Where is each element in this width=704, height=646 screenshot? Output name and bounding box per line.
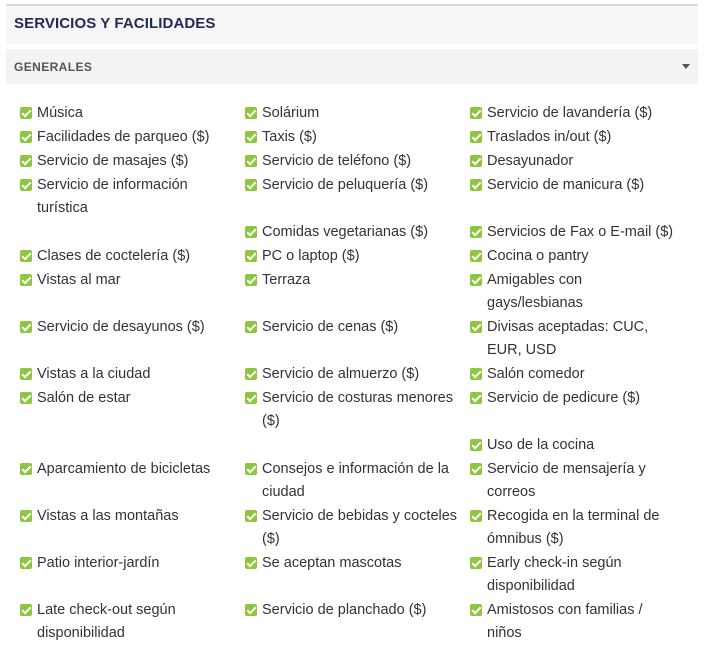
amenity-label: Terraza (262, 272, 311, 288)
amenity-label: Servicio de cenas ($) (262, 319, 399, 335)
amenity-label: Consejos e información de la ciudad (262, 461, 449, 500)
check-icon (20, 107, 32, 119)
amenity-item (470, 552, 690, 598)
amenity-item (245, 363, 470, 386)
amenity-item (470, 505, 690, 551)
check-icon (20, 274, 32, 286)
amenity-item (245, 552, 470, 598)
amenity-label: Cocina o pantry (487, 248, 589, 264)
check-icon (245, 131, 257, 143)
amenity-label: Vistas al mar (37, 272, 121, 288)
amenity-label: Servicios de Fax o E-mail ($) (487, 224, 674, 240)
check-icon (245, 604, 257, 616)
amenity-item (470, 316, 690, 362)
amenity-item (20, 174, 245, 220)
check-icon (470, 131, 482, 143)
amenity-item (20, 126, 245, 149)
amenity-label: Comidas vegetarianas ($) (262, 224, 429, 240)
check-icon (470, 604, 482, 616)
amenity-label: Música (37, 105, 83, 121)
section-title: SERVICIOS Y FACILIDADES (14, 15, 216, 32)
amenity-item (245, 458, 470, 504)
amenity-label: Servicio de manicura ($) (487, 177, 645, 193)
check-icon (470, 274, 482, 286)
amenity-item (20, 458, 245, 504)
amenity-label: Recogida en la terminal de ómnibus ($) (487, 508, 660, 547)
amenity-spacer (20, 434, 245, 457)
amenity-label: Servicio de masajes ($) (37, 153, 189, 169)
amenity-item (470, 458, 690, 504)
check-icon (20, 155, 32, 167)
check-icon (470, 439, 482, 451)
amenity-item (20, 552, 245, 598)
check-icon (245, 274, 257, 286)
amenity-label: Late check-out según disponibilidad (37, 602, 176, 641)
check-icon (20, 250, 32, 262)
amenity-item (20, 316, 245, 362)
amenity-label: Uso de la cocina (487, 437, 595, 453)
check-icon (20, 179, 32, 191)
amenity-item (470, 387, 690, 433)
amenity-label: Servicio de almuerzo ($) (262, 366, 420, 382)
amenity-label: Traslados in/out ($) (487, 129, 612, 145)
caret-down-icon[interactable] (682, 64, 690, 69)
check-icon (245, 368, 257, 380)
amenity-item (245, 174, 470, 220)
amenity-label: Servicio de bebidas y cocteles ($) (262, 508, 458, 547)
amenity-label: Clases de coctelería ($) (37, 248, 191, 264)
check-icon (470, 463, 482, 475)
amenity-item (470, 126, 690, 149)
amenity-label: Taxis ($) (262, 129, 317, 145)
check-icon (245, 250, 257, 262)
amenity-item (470, 150, 690, 173)
amenity-spacer (20, 221, 245, 244)
amenity-spacer (245, 434, 470, 457)
amenity-item (245, 269, 470, 315)
amenity-label: PC o laptop ($) (262, 248, 360, 264)
amenity-item (470, 102, 690, 125)
check-icon (20, 463, 32, 475)
check-icon (245, 463, 257, 475)
amenity-label: Servicio de lavandería ($) (487, 105, 653, 121)
amenity-label: Servicio de peluquería ($) (262, 177, 429, 193)
check-icon (470, 107, 482, 119)
amenity-label: Servicio de teléfono ($) (262, 153, 412, 169)
check-icon (20, 392, 32, 404)
check-icon (20, 131, 32, 143)
check-icon (20, 510, 32, 522)
amenity-item (245, 150, 470, 173)
check-icon (245, 321, 257, 333)
amenity-item (245, 316, 470, 362)
amenity-label: Vistas a la ciudad (37, 366, 151, 382)
check-icon (20, 557, 32, 569)
amenity-label: Aparcamiento de bicicletas (37, 461, 211, 477)
subsection-title: GENERALES (14, 60, 93, 74)
amenity-label: Desayunador (487, 153, 574, 169)
amenity-label: Salón comedor (487, 366, 585, 382)
amenity-item (470, 269, 690, 315)
check-icon (470, 510, 482, 522)
amenity-item (470, 363, 690, 386)
check-icon (20, 321, 32, 333)
check-icon (20, 604, 32, 616)
amenity-label: Salón de estar (37, 390, 131, 406)
amenity-label: Servicio de mensajería y correos (487, 461, 646, 500)
amenity-label: Early check-in según disponibilidad (487, 555, 622, 594)
check-icon (470, 179, 482, 191)
amenity-label: Se aceptan mascotas (262, 555, 402, 571)
check-icon (245, 107, 257, 119)
amenity-label: Servicio de pedicure ($) (487, 390, 641, 406)
amenity-label: Solárium (262, 105, 320, 121)
amenity-label: Amigables con gays/lesbianas (487, 272, 583, 311)
amenity-item (470, 221, 690, 244)
amenity-item (245, 505, 470, 551)
amenity-item (20, 245, 245, 268)
check-icon (245, 155, 257, 167)
generales-accordion-toggle[interactable] (6, 49, 698, 84)
amenity-item (20, 599, 245, 645)
amenity-label: Divisas aceptadas: CUC, EUR, USD (487, 319, 649, 358)
amenity-item (20, 269, 245, 315)
check-icon (245, 179, 257, 191)
check-icon (470, 250, 482, 262)
amenity-item (20, 387, 245, 433)
amenity-item (470, 434, 690, 457)
amenity-label: Patio interior-jardín (37, 555, 160, 571)
check-icon (245, 226, 257, 238)
amenity-label: Facilidades de parqueo ($) (37, 129, 210, 145)
amenity-label: Amistosos con familias / niños (487, 602, 643, 641)
amenity-item (470, 174, 690, 220)
amenity-item (245, 221, 470, 244)
amenity-item (20, 102, 245, 125)
amenity-item (20, 505, 245, 551)
amenity-label: Vistas a las montañas (37, 508, 179, 524)
amenity-item (20, 150, 245, 173)
amenity-item (20, 363, 245, 386)
check-icon (470, 321, 482, 333)
amenity-label: Servicio de planchado ($) (262, 602, 427, 618)
amenity-label: Servicio de costuras menores ($) (262, 390, 453, 429)
amenity-item (245, 102, 470, 125)
amenity-item (245, 387, 470, 433)
check-icon (470, 557, 482, 569)
amenity-item (245, 599, 470, 645)
check-icon (470, 368, 482, 380)
amenity-item (470, 599, 690, 645)
check-icon (245, 510, 257, 522)
check-icon (470, 392, 482, 404)
section-header (6, 6, 698, 44)
amenities-grid (20, 102, 690, 646)
amenity-item (245, 126, 470, 149)
check-icon (470, 226, 482, 238)
amenity-label: Servicio de desayunos ($) (37, 319, 205, 335)
amenity-item (470, 245, 690, 268)
amenity-item (245, 245, 470, 268)
check-icon (245, 392, 257, 404)
check-icon (245, 557, 257, 569)
check-icon (470, 155, 482, 167)
amenity-label: Servicio de información turística (37, 177, 188, 216)
check-icon (20, 368, 32, 380)
